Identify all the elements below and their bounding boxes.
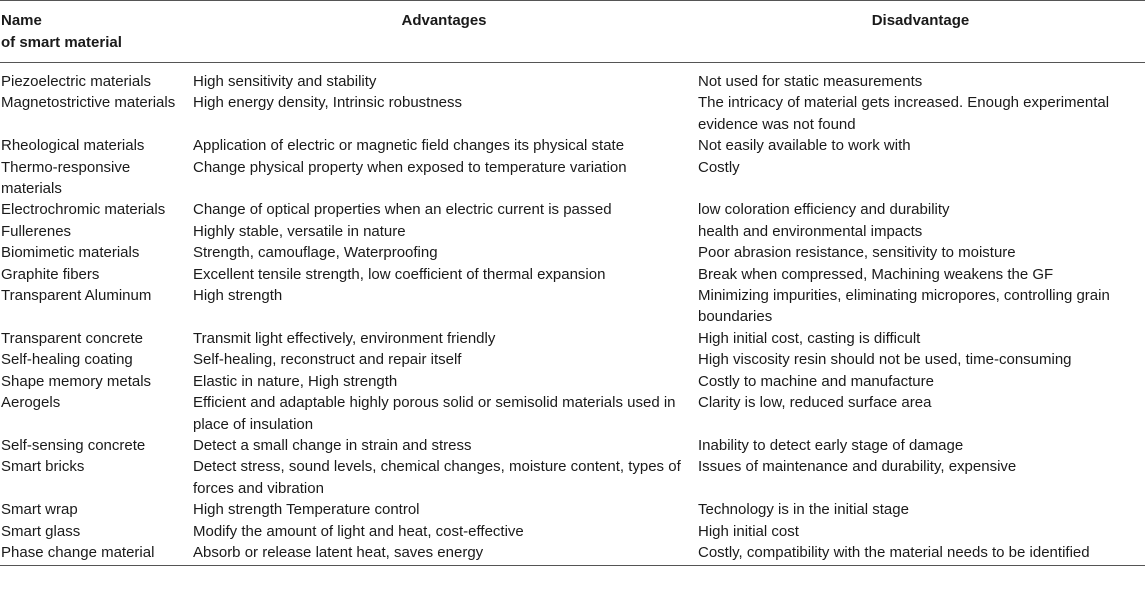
table-row [0, 456, 1145, 499]
table-row [0, 349, 1145, 370]
table-row [0, 199, 1145, 220]
cell-advantages: High energy density, Intrinsic robustness [193, 94, 463, 112]
table-row [0, 499, 1145, 520]
cell-disadvantage: Issues of maintenance and durability, expensive [698, 458, 1017, 476]
cell-disadvantage: health and environmental impacts [698, 222, 923, 240]
cell-name: Self-sensing concrete [1, 436, 146, 454]
cell-disadvantage: The intricacy of material gets increased. Enough experimental evidence was not found [698, 94, 1110, 133]
cell-name: Piezoelectric materials [1, 73, 152, 90]
table-row [0, 328, 1145, 349]
cell-advantages: High sensitivity and stability [193, 73, 377, 90]
cell-name: Fullerenes [1, 222, 72, 240]
cell-disadvantage: High viscosity resin should not be used, time-consuming [698, 351, 1072, 369]
table-row [0, 242, 1145, 263]
cell-name: Graphite fibers [1, 265, 100, 283]
name-header-line2: of smart material [1, 34, 122, 51]
cell-disadvantage: Minimizing impurities, eliminating micropores, controlling grain boundaries [698, 287, 1110, 326]
table-row [0, 371, 1145, 392]
cell-disadvantage: Technology is in the initial stage [698, 501, 909, 519]
cell-advantages: Detect stress, sound levels, chemical changes, moisture content, types of forces and vibration [193, 458, 681, 497]
cell-advantages: Elastic in nature, High strength [193, 372, 398, 390]
table-row [0, 392, 1145, 435]
cell-advantages: Modify the amount of light and heat, cost-effective [193, 522, 524, 540]
cell-disadvantage: Break when compressed, Machining weakens the GF [698, 265, 1054, 283]
column-header-name [0, 1, 192, 63]
cell-disadvantage: Costly to machine and manufacture [698, 372, 934, 390]
cell-name: Phase change material [1, 543, 155, 561]
table-row [0, 435, 1145, 456]
cell-name: Self-healing coating [1, 351, 133, 369]
header-row [0, 1, 1145, 63]
cell-name: Thermo-responsive materials [1, 158, 131, 198]
cell-advantages: Strength, camouflage, Waterproofing [193, 244, 438, 262]
cell-name: Smart bricks [1, 458, 85, 476]
column-header-advantages: Advantages [401, 12, 487, 29]
cell-disadvantage: low coloration efficiency and durability [698, 201, 950, 219]
cell-advantages: Self-healing, reconstruct and repair itself [193, 351, 462, 369]
cell-disadvantage: High initial cost [698, 522, 799, 540]
cell-advantages: Change physical property when exposed to temperature variation [193, 158, 627, 176]
table-row [0, 264, 1145, 285]
cell-name: Smart glass [1, 522, 81, 540]
cell-advantages: Excellent tensile strength, low coefficient of thermal expansion [193, 265, 606, 283]
cell-disadvantage: Not easily available to work with [698, 137, 911, 155]
cell-disadvantage: Costly, compatibility with the material needs to be identified [698, 543, 1090, 561]
table-body [0, 63, 1145, 566]
cell-advantages: Detect a small change in strain and stress [193, 436, 472, 454]
cell-name: Magnetostrictive materials [1, 94, 176, 112]
cell-advantages: Transmit light effectively, environment friendly [193, 329, 496, 347]
cell-name: Aerogels [1, 394, 61, 412]
cell-advantages: High strength Temperature control [193, 501, 420, 519]
cell-disadvantage: Clarity is low, reduced surface area [698, 394, 932, 412]
cell-name: Electrochromic materials [1, 201, 166, 219]
cell-advantages: High strength [193, 287, 283, 305]
name-header-line1: Name [1, 12, 42, 29]
cell-name: Transparent concrete [1, 329, 144, 347]
table-row [0, 135, 1145, 156]
table-row [0, 285, 1145, 328]
table-row [0, 63, 1145, 93]
column-header-disadvantage: Disadvantage [871, 12, 970, 29]
table-row [0, 542, 1145, 566]
cell-name: Rheological materials [1, 137, 145, 155]
cell-disadvantage: Poor abrasion resistance, sensitivity to moisture [698, 244, 1016, 262]
cell-name: Shape memory metals [1, 372, 152, 390]
cell-name: Smart wrap [1, 501, 78, 519]
cell-advantages: Application of electric or magnetic field changes its physical state [193, 137, 625, 155]
cell-disadvantage: High initial cost, casting is difficult [698, 329, 921, 347]
cell-name: Biomimetic materials [1, 244, 140, 262]
table-row [0, 221, 1145, 242]
table-row [0, 521, 1145, 542]
cell-disadvantage: Inability to detect early stage of damage [698, 436, 964, 454]
table-row [0, 92, 1145, 135]
cell-name: Transparent Aluminum [1, 287, 152, 305]
table-row [0, 157, 1145, 200]
cell-disadvantage: Not used for static measurements [698, 73, 923, 90]
cell-advantages: Highly stable, versatile in nature [193, 222, 406, 240]
table-header [0, 1, 1145, 63]
cell-disadvantage: Costly [698, 158, 740, 176]
cell-advantages: Efficient and adaptable highly porous solid or semisolid materials used in place of insulation [193, 394, 676, 433]
cell-advantages: Absorb or release latent heat, saves energy [193, 543, 484, 561]
cell-advantages: Change of optical properties when an electric current is passed [193, 201, 612, 219]
